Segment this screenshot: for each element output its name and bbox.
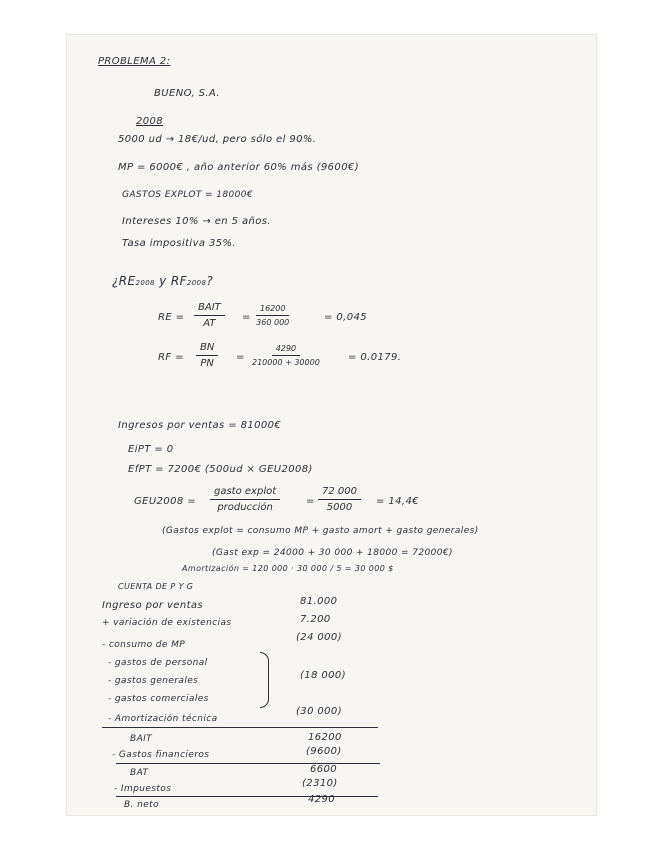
pyg-row-value: (9600) <box>306 746 342 757</box>
year-heading: 2008 <box>136 116 164 127</box>
given-line-mp: MP = 6000€ , año anterior 60% más (9600€) <box>118 162 360 173</box>
pyg-row-label: - Gastos financieros <box>112 750 210 760</box>
pyg-row-label: - consumo de MP <box>102 640 186 650</box>
pyg-row-label: BAT <box>130 768 149 778</box>
pyg-row-label: - gastos comerciales <box>108 694 209 704</box>
pyg-row-label: B. neto <box>124 800 159 810</box>
geu-equals: = <box>306 496 315 507</box>
pyg-title: CUENTA DE P Y G <box>118 582 194 591</box>
pyg-row-value: 7.200 <box>300 614 331 625</box>
re-fraction: BAIT AT <box>194 302 225 329</box>
amortizacion: Amortización = 120 000 · 30 000 / 5 = 30 000 $ <box>182 564 394 573</box>
rf-result: = 0.0179. <box>348 352 402 363</box>
given-line-units: 5000 ud → 18€/ud, pero sólo el 90%. <box>118 134 317 145</box>
gastos-explot-values: (Gast exp = 24000 + 30 000 + 18000 = 72000€) <box>212 548 453 558</box>
geu-result: = 14,4€ <box>376 496 419 507</box>
pyg-row-value: (30 000) <box>296 706 342 717</box>
company-name: BUENO, S.A. <box>154 88 220 99</box>
total-rule <box>102 727 378 728</box>
problem-title: PROBLEMA 2: <box>98 56 171 67</box>
re-lhs: RE = <box>158 312 185 323</box>
rf-equals: = <box>236 352 245 363</box>
pyg-row-value: 6600 <box>310 764 338 775</box>
re-equals: = <box>242 312 251 323</box>
geu-fraction-values: $\frac{72 000}{5000}$ <box>318 486 361 513</box>
gastos-explot-definition: (Gastos explot = consumo MP + gasto amort + gasto generales) <box>162 526 479 536</box>
pyg-row-label: - Amortización técnica <box>108 714 218 724</box>
pyg-row-value: (2310) <box>302 778 338 789</box>
geu-lhs: GEU2008 = <box>134 496 196 507</box>
pyg-row-label: BAIT <box>130 734 153 744</box>
ingresos-ventas: Ingresos por ventas = 81000€ <box>118 420 282 431</box>
group-brace <box>260 652 269 708</box>
subtotal-rule <box>116 763 380 764</box>
given-line-tasa: Tasa impositiva 35%. <box>122 238 237 249</box>
net-rule <box>116 796 378 797</box>
question: ¿RE2008 y RF2008? <box>112 274 214 288</box>
pyg-row-label: Ingreso por ventas <box>102 600 204 611</box>
handwritten-page <box>66 34 597 816</box>
pyg-row-value: (18 000) <box>300 670 346 681</box>
rf-fraction: $\frac{BN}{PN}$ <box>196 342 218 369</box>
eipt: EiPT = 0 <box>128 444 174 455</box>
re-result: = 0,045 <box>324 312 367 323</box>
pyg-row-label: - gastos generales <box>108 676 199 686</box>
pyg-row-label: + variación de existencias <box>102 618 232 628</box>
rf-lhs: RF = <box>158 352 184 363</box>
pyg-row-label: - gastos de personal <box>108 658 208 668</box>
re-fraction-values: $\frac{16200}{360 000}$ <box>256 304 290 327</box>
pyg-row-value: 16200 <box>308 732 342 743</box>
rf-fraction-values: $\frac{4290}{210000 + 30000}$ <box>252 344 320 367</box>
pyg-row-value: 4290 <box>308 794 336 805</box>
pyg-row-label: - Impuestos <box>114 784 172 794</box>
given-line-intereses: Intereses 10% → en 5 años. <box>122 216 271 227</box>
pyg-row-value: 81.000 <box>300 596 338 607</box>
given-line-gastos: GASTOS EXPLOT = 18000€ <box>122 190 254 200</box>
geu-fraction: gasto explot producción <box>210 486 280 513</box>
pyg-row-value: (24 000) <box>296 632 342 643</box>
efpt: EfPT = 7200€ (500ud × GEU2008) <box>128 464 313 475</box>
